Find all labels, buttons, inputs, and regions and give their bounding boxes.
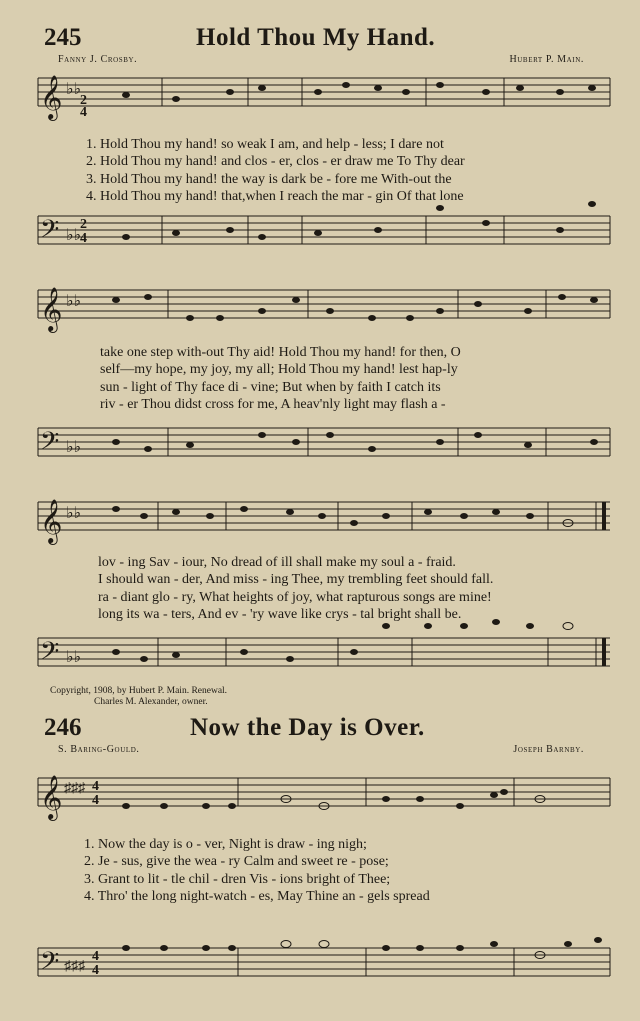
lyric-line: self—my hope, my joy, my all; Hold Thou my hand! lest hap-ly bbox=[100, 362, 458, 378]
svg-text:♭♭: ♭♭ bbox=[66, 505, 82, 522]
svg-text:♭♭: ♭♭ bbox=[66, 439, 82, 456]
composer-credit: Hubert P. Main. bbox=[509, 54, 584, 65]
svg-text:♭♭: ♭♭ bbox=[66, 293, 82, 310]
svg-text:4: 4 bbox=[80, 231, 87, 246]
svg-text:𝄞: 𝄞 bbox=[40, 501, 63, 543]
svg-text:♭♭: ♭♭ bbox=[66, 227, 82, 244]
svg-text:♯♯♯: ♯♯♯ bbox=[64, 781, 85, 796]
copyright-notice bbox=[50, 686, 227, 708]
hymn-number: 246 bbox=[44, 714, 82, 741]
lyric-line: 2. Hold Thou my hand! and clos - er, clos - er draw me To Thy dear bbox=[86, 154, 465, 170]
bass-clef-icon: 𝄢 bbox=[40, 216, 60, 249]
svg-text:4: 4 bbox=[92, 793, 99, 808]
svg-text:𝄢: 𝄢 bbox=[40, 638, 60, 671]
lyric-line: I should wan - der, And miss - ing Thee, my trembling feet should fall. bbox=[98, 572, 494, 588]
lyric-line: long its wa - ters, And ev - 'ry wave like crys - tal bright shall be. bbox=[98, 606, 462, 622]
treble-staff bbox=[0, 282, 640, 342]
lyric-line: 3. Hold Thou my hand! the way is dark be - fore me With-out the bbox=[86, 171, 452, 187]
svg-text:𝄞: 𝄞 bbox=[40, 289, 63, 331]
svg-text:𝄞: 𝄞 bbox=[40, 777, 63, 819]
bass-staff bbox=[0, 420, 640, 480]
composer-credit: Joseph Barnby. bbox=[513, 744, 584, 755]
lyric-line: 4. Hold Thou my hand! that,when I reach the mar - gin Of that lone bbox=[86, 188, 464, 204]
lyrics-verse-block bbox=[98, 554, 618, 623]
lyric-line: take one step with-out Thy aid! Hold Thou my hand! for then, O bbox=[100, 345, 461, 360]
bass-staff bbox=[0, 208, 640, 268]
key-signature-icon: ♭♭ bbox=[66, 81, 82, 98]
treble-staff bbox=[0, 770, 640, 830]
svg-text:4: 4 bbox=[92, 963, 99, 978]
lyric-line: lov - ing Sav - iour, No dread of ill shall make my soul a - fraid. bbox=[98, 555, 456, 570]
treble-staff bbox=[0, 70, 640, 130]
svg-text:4: 4 bbox=[92, 779, 99, 794]
time-signature-icon: 2 bbox=[80, 93, 87, 108]
lyric-line: sun - light of Thy face di - vine; But when by faith I catch its bbox=[100, 379, 441, 395]
hymn-number: 245 bbox=[44, 24, 82, 51]
svg-text:♯♯♯: ♯♯♯ bbox=[64, 959, 85, 974]
hymn-title: Hold Thou My Hand. bbox=[196, 24, 436, 51]
lyrics-verse-block bbox=[86, 136, 606, 205]
svg-text:2: 2 bbox=[80, 217, 87, 232]
svg-text:4: 4 bbox=[92, 949, 99, 964]
treble-clef-icon: 𝄞 bbox=[40, 77, 63, 119]
lyric-line: 1. Hold Thou my hand! so weak I am, and help - less; I dare not bbox=[86, 137, 444, 152]
copyright-owner: Charles M. Alexander, owner. bbox=[94, 697, 208, 707]
lyricist-credit: S. Baring-Gould. bbox=[58, 744, 140, 755]
lyrics-verse-block bbox=[84, 836, 604, 905]
bass-staff bbox=[0, 940, 640, 1000]
bass-staff bbox=[0, 630, 640, 690]
svg-text:4: 4 bbox=[80, 105, 87, 120]
lyric-line: riv - er Thou didst cross for me, A heav'nly light may flash a - bbox=[100, 396, 446, 412]
lyricist-credit: Fanny J. Crosby. bbox=[58, 54, 138, 65]
hymn-title: Now the Day is Over. bbox=[190, 714, 425, 741]
lyric-line: 2. Je - sus, give the wea - ry Calm and sweet re - pose; bbox=[84, 854, 389, 870]
svg-text:♭♭: ♭♭ bbox=[66, 649, 82, 666]
svg-text:𝄢: 𝄢 bbox=[40, 948, 60, 981]
svg-text:𝄢: 𝄢 bbox=[40, 428, 60, 461]
treble-staff bbox=[0, 494, 640, 554]
lyric-line: 3. Grant to lit - tle chil - dren Vis - ions bright of Thee; bbox=[84, 871, 391, 887]
lyric-line: 4. Thro' the long night-watch - es, May Thine an - gels spread bbox=[84, 888, 430, 904]
copyright-line: Copyright, 1908, by Hubert P. Main. Renewal. bbox=[50, 686, 228, 696]
lyrics-verse-block bbox=[100, 344, 620, 413]
lyric-line: ra - diant glo - ry, What heights of joy, what rapturous songs are mine! bbox=[98, 589, 492, 605]
lyric-line: 1. Now the day is o - ver, Night is draw - ing nigh; bbox=[84, 837, 367, 852]
